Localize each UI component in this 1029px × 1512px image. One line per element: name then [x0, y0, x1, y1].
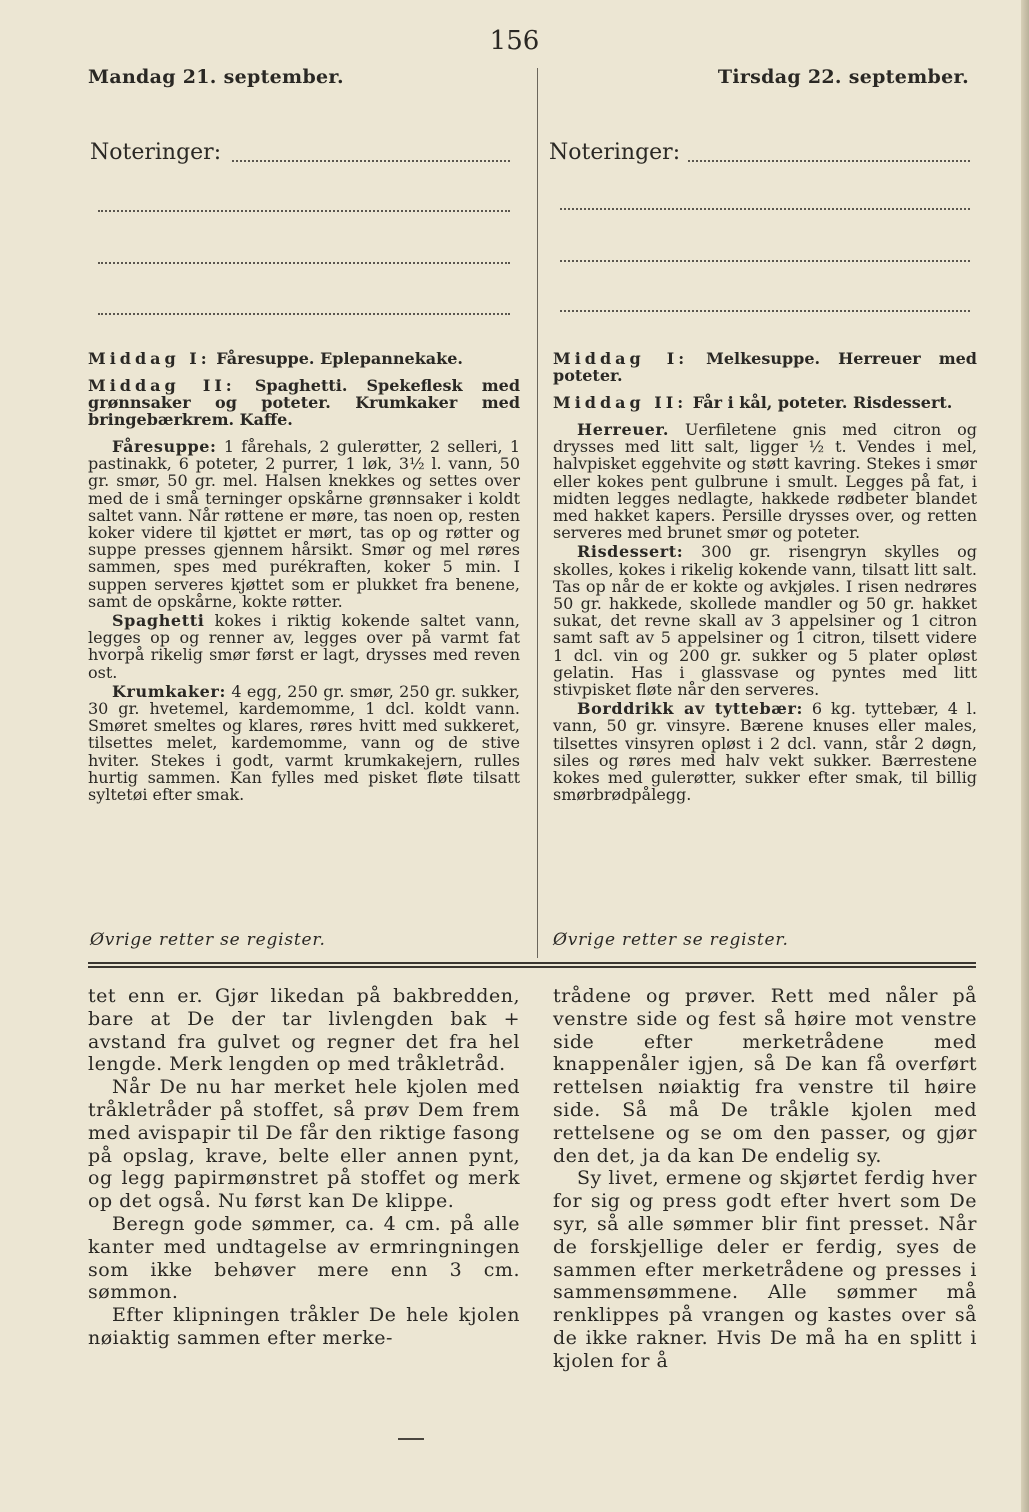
article-paragraph: Sy livet, ermene og skjørtet ferdig hver for sig og press godt efter hvert som De syr, så alle sømmer blir fint presset. Når de forskjellige deler er ferdig, syes de sammen efter merketrådene og presses i sammensømmene. Alle sømmer må renklippes på vrangen og kastes over så de ikke rakner. Hvis De må ha en splitt i kjolen for å: [553, 1167, 977, 1372]
article-column-left: [88, 985, 520, 1350]
notes-dotline: [232, 160, 510, 162]
date-heading-tuesday: Tirsdag 22. september.: [717, 66, 969, 88]
notes-label-left: Noteringer:: [90, 140, 222, 165]
recipe-krumkaker: Krumkaker: 4 egg, 250 gr. smør, 250 gr. sukker, 30 gr. hvetemel, kardemomme, 1 dcl. koldt vann. Smøret smeltes og klares, røres hvitt med sukkeret, tilsettes melet, kardemomme, vann og de stive hviter. Stekes i godt, varmt krumkakejern, rulles hurtig sammen. Kan fylles med pisket fløte tilsatt syltetøi efter smak.: [88, 681, 520, 805]
recipe-column-left: [88, 350, 520, 805]
article-column-right: [553, 985, 977, 1373]
recipe-risdessert: Risdessert: 300 gr. risengryn skylles og skolles, kokes i rikelig kokende vann, tilsatt litt salt. Tas op når de er kokte og avkjøles. I risen nedrøres 50 gr. hakkede, skollede mandler og 50 gr. hakket sukat, det revne skall av 3 appelsiner og 1 citron samt saft av 5 appelsiner og 1 citron, tilsett videre 1 dcl. vin og 200 gr. sukker og 5 plater opløst gelatin. Has i glassvase og pyntes med litt stivpisket fløte når den serveres.: [553, 542, 977, 700]
column-divider: [537, 68, 538, 958]
register-note-right: Øvrige retter se register.: [553, 930, 789, 950]
article-paragraph: Efter klipningen tråkler De hele kjolen nøiaktig sammen efter merke-: [88, 1304, 520, 1349]
article-paragraph: Når De nu har merket hele kjolen med tråkletråder på stoffet, så prøv Dem frem med avispapir til De får den riktige fasong på opslag, krave, belte eller annen pynt, og legg papirmønstret på stoffet og merk op det også. Nu først kan De klippe.: [88, 1076, 520, 1213]
recipe-column-right: [553, 350, 977, 805]
menu-line-middag-2: Middag II: Får i kål, poteter. Risdessert.: [553, 393, 953, 412]
menu-line-middag-2: Middag II: Spaghetti. Spekeflesk med grønnsaker og poteter. Krumkaker med bringebærkrem. Kaffe.: [88, 376, 520, 429]
notes-dotline: [560, 310, 970, 312]
recipe-faresuppe: Fåresuppe: 1 fårehals, 2 gulerøtter, 2 selleri, 1 pastinakk, 6 poteter, 2 purrer, 1 løk, 3½ l. vann, 50 gr. smør, 50 gr. mel. Halsen knekkes og settes over med de i små terninger opskårne grønnsaker i koldt saltet vann. Når røttene er møre, tas noen op, resten koker videre til kjøttet er mørt, tas op og røtter og suppe presses gjennem hårsikt. Smør og mel røres sammen, spes med purékraften, koker 5 min. I suppen serveres kjøttet som er plukket fra benene, samt de opskårne, kokte røtter.: [88, 437, 520, 611]
notes-label-right: Noteringer:: [549, 140, 681, 165]
recipe-borddrikk: Borddrikk av tyttebær: 6 kg. tyttebær, 4 l. vann, 50 gr. vinsyre. Bærene knuses eller males, tilsettes vinsyren opløst i 2 dcl. vann, står 2 døgn, siles og røres med halv vekt sukker. Bærrestene kokes med gulerøtter, sukker efter smak, til billig smørbrødpålegg.: [553, 699, 977, 805]
register-note-left: Øvrige retter se register.: [90, 930, 326, 950]
section-rule: [88, 962, 976, 968]
recipe-spaghetti: Spaghetti kokes i riktig kokende saltet vann, legges op og renner av, legges over på varmt fat hvorpå rikelig smør først er lagt, drysses med reven ost.: [88, 611, 520, 682]
notes-dotline: [560, 208, 970, 210]
recipe-herreuer: Herreuer. Uerfiletene gnis med citron og drysses med litt salt, ligger ½ t. Vendes i mel, halvpisket eggehvite og støtt kavring. Stekes i smør eller kokes pent gulbrune i smult. Legges på fat, i midten legges nedlagte, hakkede rødbeter blandet med hakket kapers. Persille drysses over, og retten serveres med brunet smør og poteter.: [553, 420, 977, 543]
date-heading-monday: Mandag 21. september.: [88, 66, 344, 88]
menu-line-middag-1: Middag I: Fåresuppe. Eplepannekake.: [88, 349, 463, 368]
menu-line-middag-1: Middag I: Melkesuppe. Herreuer med poteter.: [553, 349, 977, 385]
notes-dotline: [98, 313, 510, 315]
article-paragraph: trådene og prøver. Rett med nåler på venstre side og fest så høire mot venstre side efter merketrådene med knappenåler igjen, så De kan få overført rettelsen nøiaktig fra venstre til høire side. Så må De tråkle kjolen med rettelsene og se om den passer, og gjør den det, ja da kan De endelig sy.: [553, 985, 977, 1167]
footer-mark: [398, 1438, 424, 1440]
article-paragraph: Beregn gode sømmer, ca. 4 cm. på alle kanter med undtagelse av ermringningen som ikke behøver mere enn 3 cm. sømmon.: [88, 1212, 520, 1304]
notes-dotline: [98, 210, 510, 212]
page-edge-shadow: [1021, 0, 1029, 1512]
article-paragraph: tet enn er. Gjør likedan på bakbredden, bare at De der tar livlengden bak + avstand fra gulvet og regner det fra hel lengde. Merk lengden op med tråkletråd.: [88, 985, 520, 1076]
page-number: 156: [489, 26, 540, 56]
notes-dotline: [560, 260, 970, 262]
notes-dotline: [98, 262, 510, 264]
notes-dotline: [688, 160, 970, 162]
